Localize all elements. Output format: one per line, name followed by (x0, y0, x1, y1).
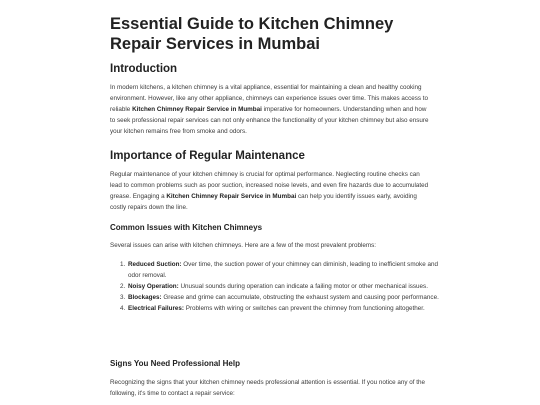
list-item-label: Noisy Operation: (128, 283, 179, 290)
signs-heading: Signs You Need Professional Help (110, 359, 240, 368)
common-issues-lead: Several issues can arise with kitchen chimneys. Here are a few of the most prevalent problems: (110, 242, 376, 249)
list-item-text: Over time, the suction power of your chimney can diminish, leading to inefficient smoke and odor removal. (128, 261, 438, 279)
introduction-heading: Introduction (110, 63, 178, 75)
common-issues-heading: Common Issues with Kitchen Chimneys (110, 223, 263, 232)
list-item (127, 281, 449, 292)
introduction-bold-phrase: Kitchen Chimney Repair Service in Mumbai (132, 106, 262, 113)
list-item-text: Grease and grime can accumulate, obstructing the exhaust system and causing poor performance. (161, 294, 439, 301)
list-item-label: Electrical Failures: (128, 305, 184, 312)
list-item-text: Unusual sounds during operation can indicate a failing motor or other mechanical issues. (178, 283, 428, 290)
list-item-text: Problems with wiring or switches can prevent the chimney from functioning altogether. (184, 305, 425, 312)
maintenance-bold-phrase: Kitchen Chimney Repair Service in Mumbai (166, 193, 297, 200)
signs-paragraph: Recognizing the signs that your kitchen chimney needs professional attention is essential. If you notice any of the following, it's time to contact a repair service: (110, 379, 426, 397)
page-title: Essential Guide to Kitchen Chimney Repair Services in Mumbai (110, 15, 394, 53)
introduction-text-end: imperative for homeowners. Understanding when and how to seek professional repair services can not only enhance the functionality of your kitchen chimney but also ensure your kitchen remains free from smoke and odors. (110, 106, 429, 135)
maintenance-text-start: Regular maintenance of your kitchen chimney is crucial for optimal performance. Neglecting routine checks can lead to common problems such as poor suction, increased noise levels, and even fire hazards due to accumulated grease. Engaging a (110, 171, 429, 200)
maintenance-paragraph (110, 169, 432, 213)
list-item (127, 303, 449, 314)
list-item-label: Reduced Suction: (128, 261, 182, 268)
common-issues-list (110, 259, 449, 314)
maintenance-heading: Importance of Regular Maintenance (110, 150, 305, 162)
list-item (127, 292, 449, 303)
list-item-label: Blockages: (128, 294, 162, 301)
list-item (127, 259, 449, 281)
maintenance-text-end: can help you identify issues early, avoiding costly repairs down the line. (110, 193, 417, 211)
introduction-text-start: In modern kitchens, a kitchen chimney is a vital appliance, essential for maintaining a clean and healthy cooking environment. However, like any other appliance, chimneys can experience issues over time. This makes access to reliable (110, 84, 429, 113)
introduction-paragraph (110, 82, 432, 137)
